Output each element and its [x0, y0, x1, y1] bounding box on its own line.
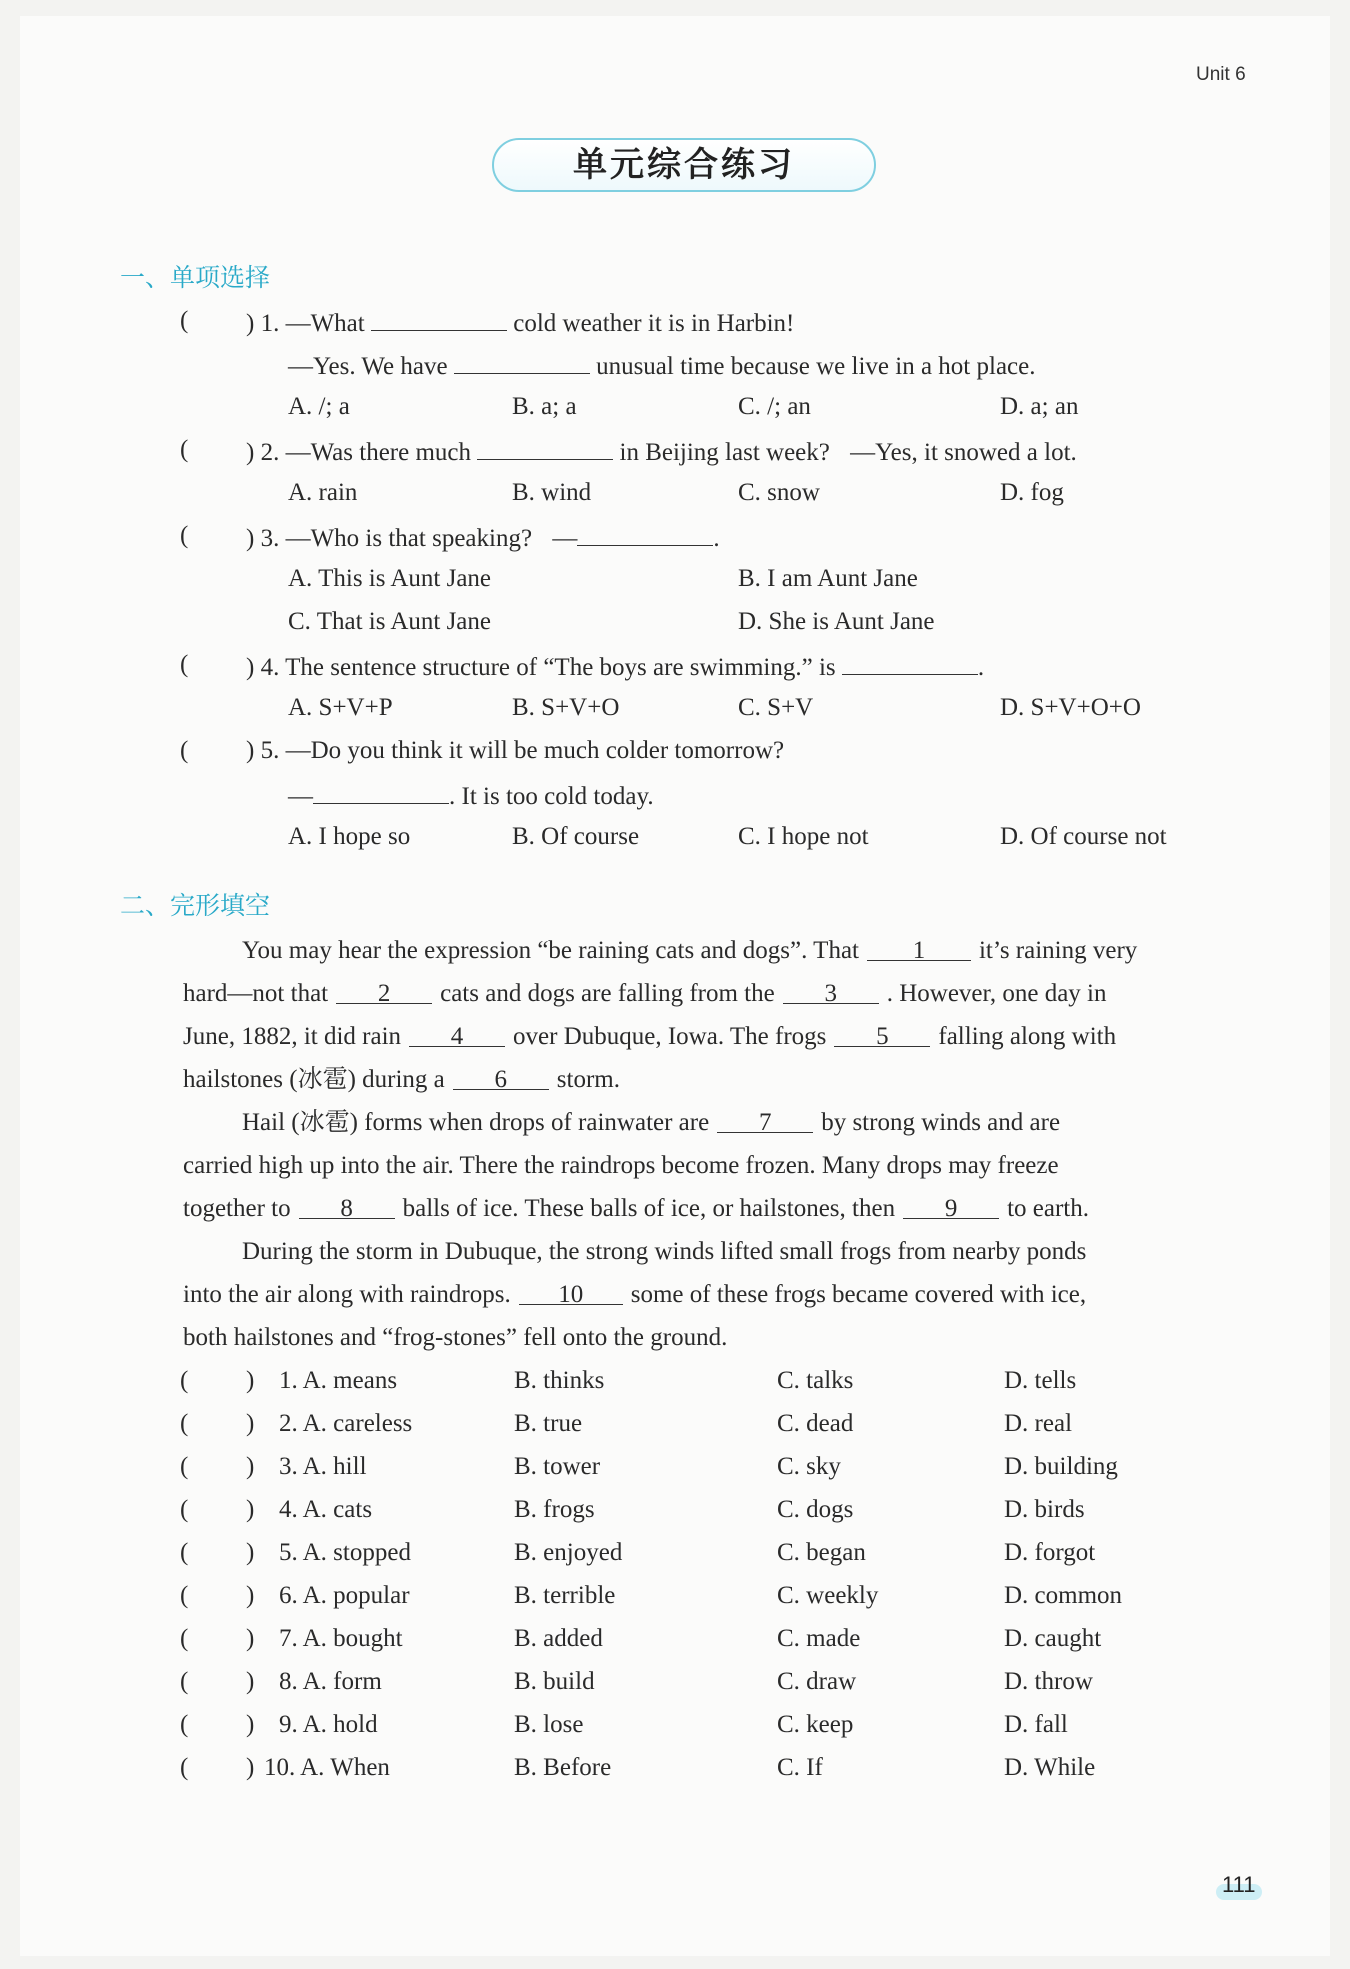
cloze-option[interactable]: D. birds: [1004, 1496, 1085, 1523]
passage-line: [242, 1108, 1060, 1138]
answer-paren-open: (: [180, 307, 189, 334]
cloze-option[interactable]: B. enjoyed: [514, 1539, 623, 1566]
cloze-option[interactable]: D. building: [1004, 1453, 1118, 1480]
passage-line: [183, 1323, 727, 1353]
answer-paren-close: ): [246, 1625, 255, 1652]
answer-paren-close: ): [246, 1453, 255, 1480]
answer-paren-open: (: [180, 1582, 189, 1609]
passage-text: hard—not that: [183, 980, 329, 1007]
passage-line: [183, 1065, 620, 1095]
question-text: ) 3. —Who is that speaking?: [246, 525, 533, 552]
cloze-option[interactable]: 7. A. bought: [279, 1625, 403, 1652]
cloze-option[interactable]: 8. A. form: [279, 1668, 382, 1695]
answer-paren-open: (: [180, 1410, 189, 1437]
passage-text: into the air along with raindrops.: [183, 1281, 511, 1308]
question-1-line-1: [246, 306, 794, 339]
passage-text: . However, one day in: [886, 980, 1107, 1007]
cloze-option[interactable]: C. If: [777, 1754, 823, 1781]
question-text: ) 5. —Do you think it will be much colder tomorrow?: [246, 737, 785, 764]
option-d[interactable]: D. Of course not: [1000, 823, 1167, 850]
option-b[interactable]: B. a; a: [512, 393, 577, 420]
cloze-option[interactable]: B. Before: [514, 1754, 612, 1781]
question-text: —: [552, 525, 578, 552]
question-text: ) 2. —Was there much: [246, 439, 471, 466]
cloze-option[interactable]: 6. A. popular: [279, 1582, 410, 1609]
answer-blank[interactable]: [577, 521, 713, 546]
cloze-blank-number[interactable]: 9: [903, 1194, 999, 1219]
question-text: in Beijing last week?: [619, 439, 830, 466]
question-5-line-1: [246, 736, 784, 766]
passage-text: both hailstones and “frog-stones” fell onto the ground.: [183, 1324, 728, 1351]
cloze-option[interactable]: C. draw: [777, 1668, 857, 1695]
cloze-blank-number[interactable]: 7: [717, 1108, 813, 1133]
answer-paren-open: (: [180, 737, 189, 764]
cloze-option[interactable]: B. added: [514, 1625, 603, 1652]
question-text: . It is too cold today.: [449, 783, 654, 810]
question-1-line-2: [288, 349, 1036, 382]
cloze-option[interactable]: 1. A. means: [279, 1367, 398, 1394]
question-text: ) 4. The sentence structure of “The boys are swimming.” is: [246, 654, 836, 681]
passage-text: some of these frogs became covered with ice,: [630, 1281, 1087, 1308]
question-text: ) 1. —What: [246, 310, 365, 337]
answer-paren-close: ): [246, 1754, 255, 1781]
option-c[interactable]: C. /; an: [738, 393, 811, 420]
passage-text: cats and dogs are falling from the: [440, 980, 775, 1007]
cloze-option[interactable]: 3. A. hill: [279, 1453, 367, 1480]
cloze-blank-number[interactable]: 8: [299, 1194, 395, 1219]
question-text: .: [977, 654, 985, 681]
answer-paren-open: (: [180, 522, 189, 549]
option-b[interactable]: B. S+V+O: [512, 694, 620, 721]
section-heading-cloze: 二、完形填空: [120, 891, 271, 920]
cloze-option[interactable]: C. sky: [777, 1453, 841, 1480]
cloze-option[interactable]: C. weekly: [777, 1582, 879, 1609]
answer-paren-open: (: [180, 1496, 189, 1523]
passage-text: it’s raining very: [978, 937, 1138, 964]
cloze-option[interactable]: C. dogs: [777, 1496, 854, 1523]
answer-paren-open: (: [180, 1711, 189, 1738]
unit-label: Unit 6: [1196, 64, 1246, 85]
cloze-blank-number[interactable]: 5: [834, 1022, 930, 1047]
answer-paren-open: (: [180, 1754, 189, 1781]
cloze-option[interactable]: B. build: [514, 1668, 595, 1695]
passage-line: [183, 1022, 1116, 1052]
passage-text: falling along with: [938, 1023, 1117, 1050]
option-c[interactable]: C. snow: [738, 479, 820, 506]
passage-line: [242, 936, 1137, 966]
option-d[interactable]: D. a; an: [1000, 393, 1079, 420]
cloze-blank-number[interactable]: 1: [867, 936, 971, 961]
answer-paren-close: ): [246, 1410, 255, 1437]
cloze-option[interactable]: D. fall: [1004, 1711, 1068, 1738]
cloze-option[interactable]: D. common: [1004, 1582, 1123, 1609]
cloze-option[interactable]: C. began: [777, 1539, 866, 1566]
section-heading-single-choice: 一、单项选择: [120, 263, 271, 292]
answer-paren-open: (: [180, 1625, 189, 1652]
passage-line: [183, 979, 1106, 1009]
question-text: unusual time because we live in a hot place.: [596, 353, 1036, 380]
answer-paren-close: ): [246, 1367, 255, 1394]
cloze-option[interactable]: C. keep: [777, 1711, 854, 1738]
passage-text: hailstones (冰雹) during a: [183, 1066, 445, 1093]
cloze-option[interactable]: D. real: [1004, 1410, 1073, 1437]
answer-paren-close: ): [246, 1711, 255, 1738]
answer-paren-close: ): [246, 1496, 255, 1523]
passage-text: Hail (冰雹) forms when drops of rainwater are: [242, 1109, 710, 1136]
cloze-blank-number[interactable]: 10: [519, 1280, 623, 1305]
answer-paren-open: (: [180, 1539, 189, 1566]
passage-line: [183, 1151, 1059, 1181]
option-b[interactable]: B. wind: [512, 479, 592, 506]
passage-text: During the storm in Dubuque, the strong winds lifted small frogs from nearby ponds: [242, 1238, 1087, 1265]
passage-text: over Dubuque, Iowa. The frogs: [513, 1023, 827, 1050]
passage-text: to earth.: [1007, 1195, 1089, 1222]
cloze-option[interactable]: B. lose: [514, 1711, 584, 1738]
passage-text: You may hear the expression “be raining cats and dogs”. That: [242, 937, 859, 964]
cloze-option[interactable]: 4. A. cats: [279, 1496, 373, 1523]
answer-paren-close: ): [246, 1582, 255, 1609]
cloze-blank-number[interactable]: 2: [336, 979, 432, 1004]
answer-blank[interactable]: [313, 779, 449, 804]
answer-blank[interactable]: [371, 306, 507, 331]
cloze-option[interactable]: D. caught: [1004, 1625, 1102, 1652]
passage-text: together to: [183, 1195, 291, 1222]
answer-paren-open: (: [180, 1668, 189, 1695]
option-d[interactable]: D. S+V+O+O: [1000, 694, 1141, 721]
cloze-option[interactable]: 2. A. careless: [279, 1410, 413, 1437]
cloze-option[interactable]: C. talks: [777, 1367, 854, 1394]
option-b[interactable]: B. Of course: [512, 823, 640, 850]
answer-blank[interactable]: [454, 349, 590, 374]
cloze-option[interactable]: D. forgot: [1004, 1539, 1096, 1566]
question-text: cold weather it is in Harbin!: [513, 310, 795, 337]
page-title: 单元综合练习: [573, 145, 795, 185]
cloze-option[interactable]: B. thinks: [514, 1367, 605, 1394]
answer-paren-open: (: [180, 1367, 189, 1394]
answer-paren-close: ): [246, 1539, 255, 1566]
cloze-option[interactable]: C. made: [777, 1625, 861, 1652]
question-text: .: [713, 525, 720, 552]
cloze-option[interactable]: 5. A. stopped: [279, 1539, 411, 1566]
passage-text: carried high up into the air. There the raindrops become frozen. Many drops may freeze: [183, 1152, 1059, 1179]
passage-text: balls of ice. These balls of ice, or hailstones, then: [402, 1195, 896, 1222]
option-b[interactable]: B. I am Aunt Jane: [738, 565, 918, 592]
cloze-blank-number[interactable]: 6: [453, 1065, 549, 1090]
cloze-blank-number[interactable]: 4: [409, 1022, 505, 1047]
question-2-line-1: [246, 435, 1077, 468]
passage-line: [242, 1237, 1086, 1267]
question-text: —Yes, it snowed a lot.: [850, 439, 1077, 466]
cloze-option[interactable]: B. terrible: [514, 1582, 616, 1609]
answer-blank[interactable]: [842, 650, 978, 675]
cloze-blank-number[interactable]: 3: [783, 979, 879, 1004]
page-number: 111: [1222, 1872, 1256, 1897]
passage-line: [183, 1194, 1089, 1224]
cloze-option[interactable]: 9. A. hold: [279, 1711, 378, 1738]
option-c[interactable]: C. I hope not: [738, 823, 869, 850]
question-text: —: [288, 783, 313, 810]
passage-text: June, 1882, it did rain: [183, 1023, 402, 1050]
option-a[interactable]: A. This is Aunt Jane: [288, 565, 492, 592]
option-a[interactable]: A. rain: [288, 479, 358, 506]
cloze-option[interactable]: B. tower: [514, 1453, 601, 1480]
cloze-option[interactable]: B. frogs: [514, 1496, 595, 1523]
option-a[interactable]: A. S+V+P: [288, 694, 393, 721]
option-a[interactable]: A. /; a: [288, 393, 350, 420]
passage-text: storm.: [556, 1066, 620, 1093]
answer-paren-open: (: [180, 651, 189, 678]
question-5-line-2: [288, 779, 654, 812]
answer-paren-open: (: [180, 1453, 189, 1480]
passage-line: [183, 1280, 1086, 1310]
answer-blank[interactable]: [477, 435, 613, 460]
cloze-option[interactable]: B. true: [514, 1410, 583, 1437]
question-text: —Yes. We have: [288, 353, 448, 380]
cloze-option[interactable]: 10. A. When: [264, 1754, 390, 1781]
option-c[interactable]: C. S+V: [738, 694, 814, 721]
option-d[interactable]: D. She is Aunt Jane: [738, 608, 935, 635]
option-a[interactable]: A. I hope so: [288, 823, 411, 850]
cloze-option[interactable]: D. throw: [1004, 1668, 1093, 1695]
cloze-option[interactable]: C. dead: [777, 1410, 854, 1437]
question-3-line-1: [246, 521, 720, 554]
option-c[interactable]: C. That is Aunt Jane: [288, 608, 492, 635]
answer-paren-close: ): [246, 1668, 255, 1695]
option-d[interactable]: D. fog: [1000, 479, 1064, 506]
passage-text: by strong winds and are: [821, 1109, 1061, 1136]
answer-paren-open: (: [180, 436, 189, 463]
cloze-option[interactable]: D. While: [1004, 1754, 1096, 1781]
question-4-line-1: [246, 650, 984, 683]
cloze-option[interactable]: D. tells: [1004, 1367, 1077, 1394]
